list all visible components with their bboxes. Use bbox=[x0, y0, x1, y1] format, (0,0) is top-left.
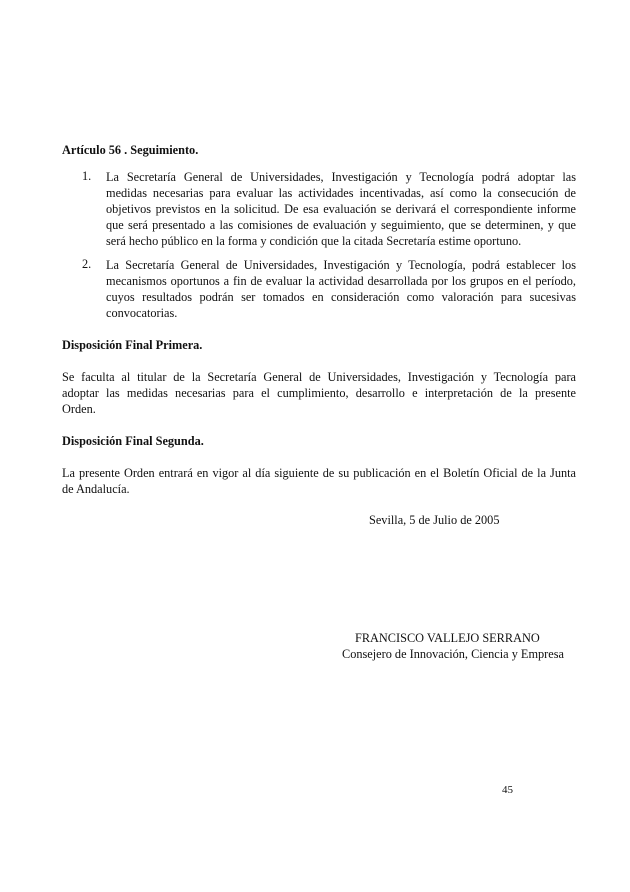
signature-name: FRANCISCO VALLEJO SERRANO bbox=[355, 631, 540, 645]
text-line: objetivos previstos en la solicitud. De esa evaluación se derivará el correspondiente informe bbox=[106, 202, 576, 216]
text-line: será hecho público en la forma y condición que la citada Secretaría estime oportuno. bbox=[106, 234, 522, 248]
disposicion-segunda-heading: Disposición Final Segunda. bbox=[62, 434, 204, 448]
text-line: La presente Orden entrará en vigor al día siguiente de su publicación en el Boletín Oficial de la Junta bbox=[62, 466, 576, 480]
text-line: Se faculta al titular de la Secretaría General de Universidades, Investigación y Tecnología para bbox=[62, 370, 576, 384]
article-heading: Artículo 56 . Seguimiento. bbox=[62, 143, 199, 157]
disposicion-primera-text bbox=[62, 369, 576, 417]
text-line: que será presentado a las comisiones de evaluación y seguimiento, que se determinen, y que bbox=[106, 218, 576, 232]
date-line: Sevilla, 5 de Julio de 2005 bbox=[369, 513, 500, 527]
item-text bbox=[106, 169, 576, 249]
text-line: medidas necesarias para evaluar las actividades incentivadas, así como la consecución de bbox=[106, 186, 576, 200]
text-line: La Secretaría General de Universidades, Investigación y Tecnología, podrá establecer los bbox=[106, 258, 576, 272]
item-text bbox=[106, 257, 576, 321]
disposicion-primera-heading: Disposición Final Primera. bbox=[62, 338, 203, 352]
text-line: convocatorias. bbox=[106, 306, 178, 320]
article-item-1 bbox=[82, 169, 576, 249]
text-line: mecanismos oportunos a fin de evaluar la actividad desarrollada por los grupos en el período, bbox=[106, 274, 576, 288]
text-line: La Secretaría General de Universidades, Investigación y Tecnología podrá adoptar las bbox=[106, 170, 576, 184]
page-number: 45 bbox=[502, 784, 513, 796]
disposicion-segunda-text bbox=[62, 465, 576, 497]
text-line: adoptar las medidas necesarias para el cumplimiento, desarrollo e interpretación de la presente bbox=[62, 386, 576, 400]
text-line: cuyos resultados podrán ser tomados en consideración como valoración para sucesivas bbox=[106, 290, 576, 304]
text-line: Orden. bbox=[62, 402, 96, 416]
item-number: 2. bbox=[82, 257, 92, 271]
item-number: 1. bbox=[82, 169, 92, 183]
article-item-2 bbox=[82, 257, 576, 321]
signature-title: Consejero de Innovación, Ciencia y Empresa bbox=[342, 647, 564, 661]
text-line: de Andalucía. bbox=[62, 482, 130, 496]
